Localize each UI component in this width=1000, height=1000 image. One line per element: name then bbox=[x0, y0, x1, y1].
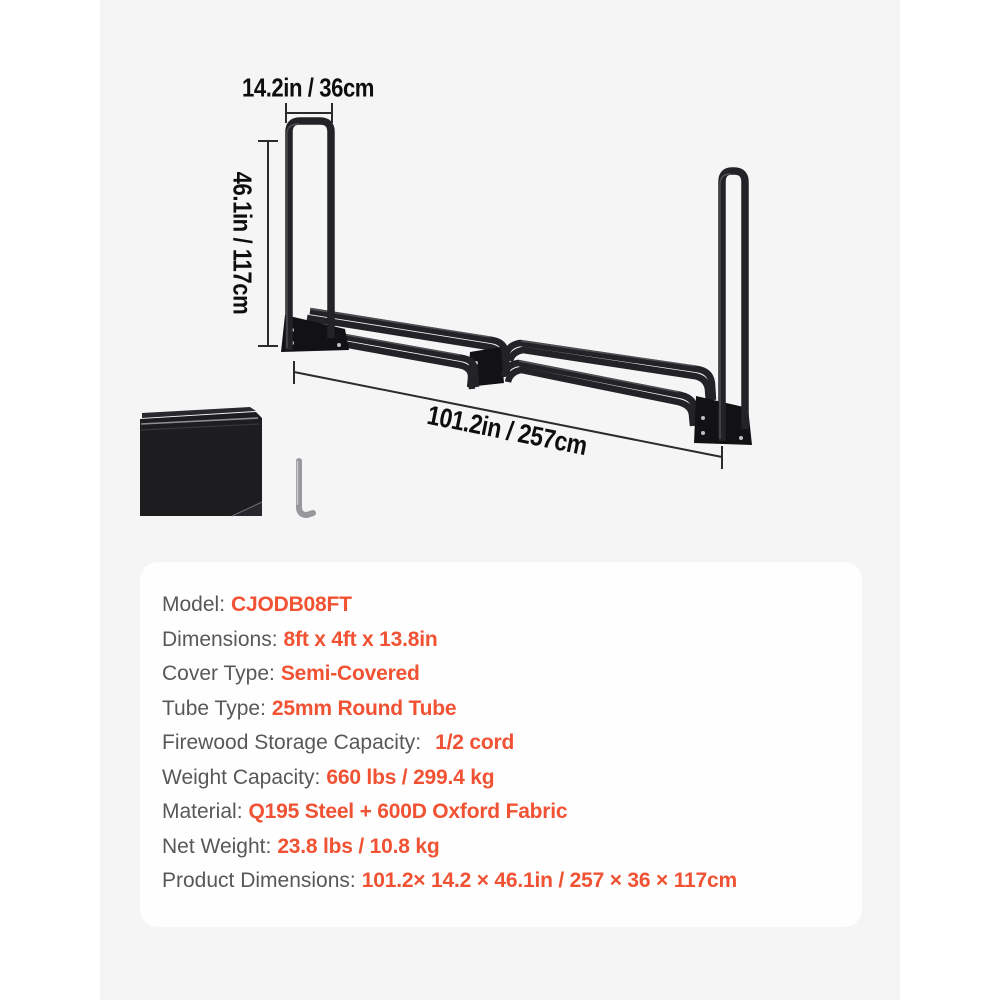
folded-cover-icon bbox=[140, 407, 262, 516]
spec-panel bbox=[140, 562, 862, 927]
spec-label: Product Dimensions: bbox=[162, 869, 356, 892]
spec-label: Material: bbox=[162, 800, 243, 823]
hex-key-icon bbox=[298, 461, 314, 515]
spec-row-cover-type bbox=[162, 657, 844, 692]
spec-label: Net Weight: bbox=[162, 834, 272, 858]
spec-value: 8ft x 4ft x 13.8in bbox=[283, 627, 438, 651]
spec-row-weight-capacity bbox=[162, 761, 844, 796]
spec-row-material bbox=[162, 795, 844, 830]
spec-value: 1/2 cord bbox=[435, 731, 515, 754]
spec-row-tube-type bbox=[162, 692, 844, 727]
spec-label: Model: bbox=[162, 593, 226, 616]
spec-value: 25mm Round Tube bbox=[271, 696, 457, 720]
spec-row-model bbox=[162, 588, 844, 623]
spec-row-product-dimensions bbox=[162, 864, 844, 899]
height-dimension-line bbox=[258, 141, 278, 346]
spec-value: Q195 Steel + 600D Oxford Fabric bbox=[248, 800, 568, 823]
spec-label: Firewood Storage Capacity: bbox=[162, 731, 422, 754]
spec-label: Cover Type: bbox=[162, 662, 275, 685]
spec-row-dimensions bbox=[162, 623, 844, 658]
spec-label: Weight Capacity: bbox=[162, 765, 321, 789]
spec-value: CJODB08FT bbox=[231, 593, 352, 616]
spec-row-net-weight bbox=[162, 830, 844, 865]
spec-row-storage-capacity bbox=[162, 726, 844, 761]
spec-value: 101.2× 14.2 × 46.1in / 257 × 36 × 117cm bbox=[361, 869, 737, 892]
rack-right-frame bbox=[722, 171, 745, 441]
spec-value: 23.8 lbs / 10.8 kg bbox=[277, 834, 440, 858]
spec-label: Dimensions: bbox=[162, 627, 278, 651]
dimension-label-length: 101.2in / 257cm bbox=[424, 399, 590, 462]
spec-label: Tube Type: bbox=[162, 696, 266, 720]
spec-value: Semi-Covered bbox=[280, 662, 420, 685]
dimension-label-height: 46.1in / 117cm bbox=[227, 171, 258, 315]
spec-value: 660 lbs / 299.4 kg bbox=[326, 765, 495, 789]
dimension-label-width: 14.2in / 36cm bbox=[241, 72, 375, 103]
